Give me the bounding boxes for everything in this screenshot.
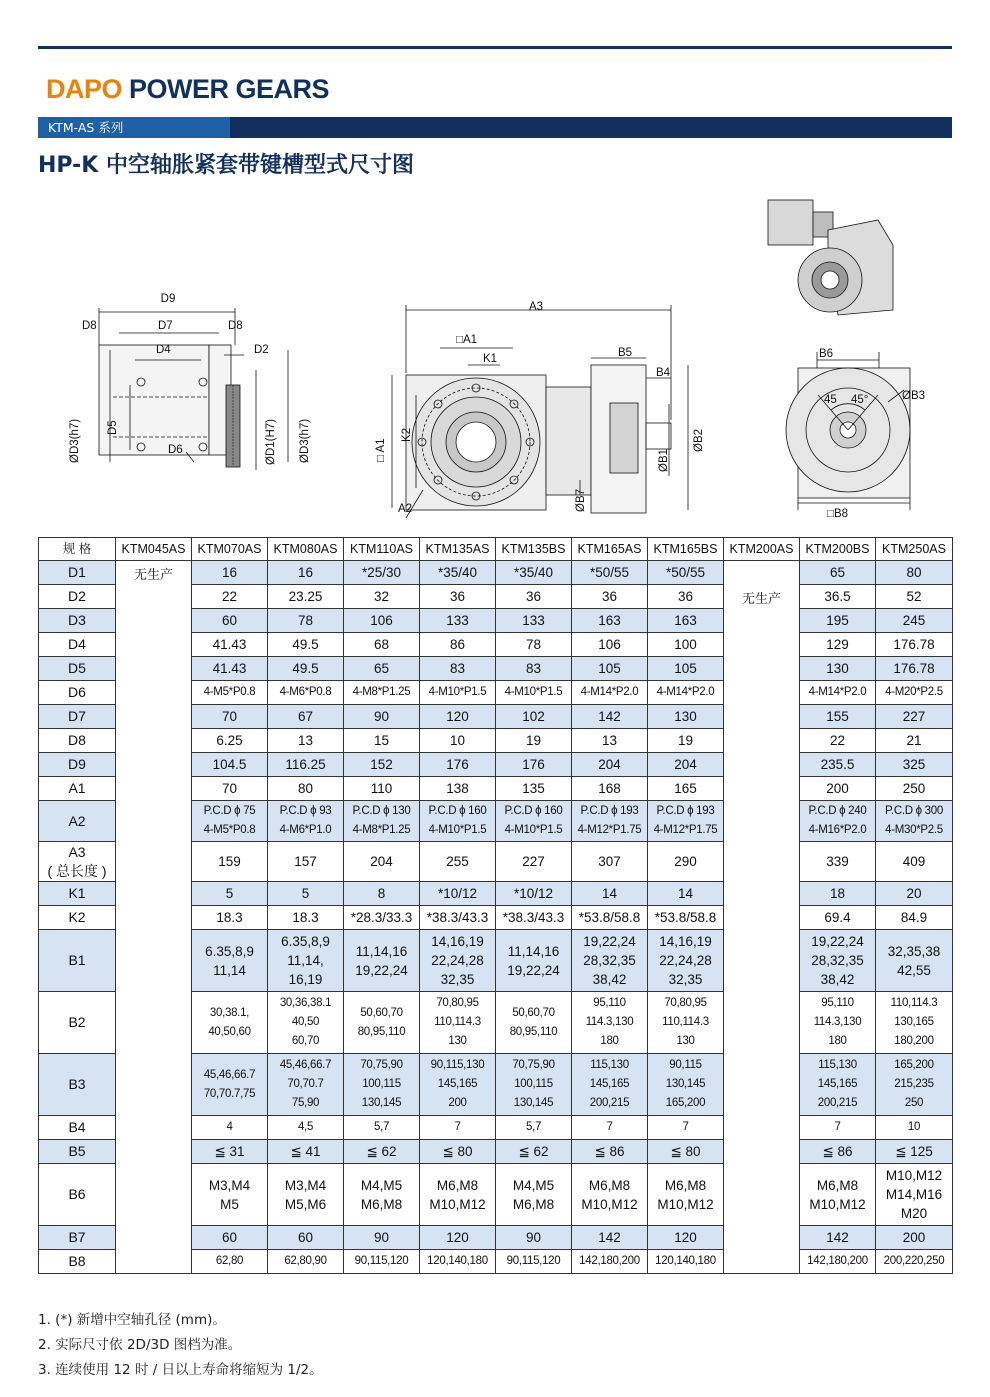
table-cell: 120,140,180 <box>648 1250 724 1274</box>
table-cell: 80 <box>268 777 344 801</box>
table-cell: 80 <box>876 561 953 585</box>
row-label: D5 <box>39 657 116 681</box>
table-cell: ≦ 31 <box>192 1140 268 1164</box>
table-cell: 138 <box>420 777 496 801</box>
table-cell: P.C.D ϕ 75 4-M5*P0.8 <box>192 801 268 842</box>
page-title: HP-K 中空轴胀紧套带键槽型式尺寸图 <box>38 153 414 178</box>
unavailable-cell: 无生产 <box>116 561 192 1274</box>
label-b5: B5 <box>618 347 633 359</box>
row-label: D6 <box>39 681 116 705</box>
table-cell: 105 <box>572 657 648 681</box>
table-cell: 36.5 <box>800 585 876 609</box>
table-cell: 176 <box>420 753 496 777</box>
table-cell: ≦ 86 <box>800 1140 876 1164</box>
table-cell: 50,60,70 80,95,110 <box>344 992 420 1054</box>
label-b1: ØB1 <box>658 448 670 472</box>
table-cell: *38.3/43.3 <box>496 906 572 930</box>
table-cell: 45,46,66.7 70,70.7,75 <box>192 1054 268 1116</box>
table-cell: ≦ 86 <box>572 1140 648 1164</box>
label-k2: K2 <box>401 427 413 442</box>
table-cell: 11,14,16 19,22,24 <box>496 930 572 992</box>
table-cell: 90 <box>496 1226 572 1250</box>
table-cell: 65 <box>344 657 420 681</box>
table-body <box>39 561 953 1274</box>
brand-logo: DAPO POWER GEARS <box>46 74 330 104</box>
row-label: K1 <box>39 882 116 906</box>
header-model: KTM165BS <box>648 538 724 561</box>
row-label: D3 <box>39 609 116 633</box>
table-cell: 133 <box>420 609 496 633</box>
table-cell: 90,115,120 <box>344 1250 420 1274</box>
table-cell: 159 <box>192 842 268 882</box>
row-label: B4 <box>39 1116 116 1140</box>
table-cell: 290 <box>648 842 724 882</box>
table-cell: 204 <box>572 753 648 777</box>
table-cell: 245 <box>876 609 953 633</box>
header-model: KTM200AS <box>724 538 800 561</box>
table-cell: 4-M14*P2.0 <box>648 681 724 705</box>
label-a1-top: □A1 <box>456 334 478 346</box>
table-cell: *28.3/33.3 <box>344 906 420 930</box>
label-d5: D5 <box>107 420 119 435</box>
table-cell: 102 <box>496 705 572 729</box>
table-header-row <box>39 538 953 561</box>
table-cell: 19,22,24 28,32,35 38,42 <box>800 930 876 992</box>
table-cell: 14 <box>572 882 648 906</box>
header-model: KTM250AS <box>876 538 953 561</box>
table-cell: 135 <box>496 777 572 801</box>
header-model: KTM135BS <box>496 538 572 561</box>
table-cell: 60 <box>192 609 268 633</box>
table-cell: 41.43 <box>192 657 268 681</box>
table-cell: 62,80,90 <box>268 1250 344 1274</box>
table-cell: *35/40 <box>420 561 496 585</box>
table-cell: 10 <box>876 1116 953 1140</box>
table-cell: 67 <box>268 705 344 729</box>
label-b8: □B8 <box>827 508 849 520</box>
table-cell: 129 <box>800 633 876 657</box>
table-cell: 70 <box>192 777 268 801</box>
table-cell: 227 <box>876 705 953 729</box>
table-cell: 7 <box>420 1116 496 1140</box>
table-cell: ≦ 62 <box>496 1140 572 1164</box>
table-cell: *10/12 <box>496 882 572 906</box>
table-cell: 90,115 130,145 165,200 <box>648 1054 724 1116</box>
table-cell: 4-M10*P1.5 <box>420 681 496 705</box>
table-cell: 50,60,70 80,95,110 <box>496 992 572 1054</box>
table-cell: 168 <box>572 777 648 801</box>
table-cell: 30,38.1, 40,50,60 <box>192 992 268 1054</box>
label-d2: D2 <box>254 344 269 356</box>
table-cell: 120 <box>648 1226 724 1250</box>
table-cell: M3,M4 M5 <box>192 1164 268 1226</box>
label-d8-left: D8 <box>82 320 97 332</box>
table-cell: 157 <box>268 842 344 882</box>
table-cell: 90 <box>344 1226 420 1250</box>
table-cell: 8 <box>344 882 420 906</box>
table-cell: 235.5 <box>800 753 876 777</box>
label-d3-left: ØD3(h7) <box>69 418 81 463</box>
table-cell: 68 <box>344 633 420 657</box>
table-cell: 78 <box>496 633 572 657</box>
row-label: D7 <box>39 705 116 729</box>
table-cell: 105 <box>648 657 724 681</box>
table-cell: 227 <box>496 842 572 882</box>
header-corner: 规 格 <box>39 538 116 561</box>
table-cell: 18 <box>800 882 876 906</box>
row-label: D1 <box>39 561 116 585</box>
table-cell: 200 <box>876 1226 953 1250</box>
table-cell: P.C.D ϕ 300 4-M30*P2.5 <box>876 801 953 842</box>
table-cell: 10 <box>420 729 496 753</box>
header-model: KTM080AS <box>268 538 344 561</box>
table-cell: M10,M12 M14,M16 M20 <box>876 1164 953 1226</box>
label-b2: ØB2 <box>693 428 705 452</box>
table-cell: 22 <box>192 585 268 609</box>
table-cell: 4-M10*P1.5 <box>496 681 572 705</box>
table-cell: 307 <box>572 842 648 882</box>
table-cell: 11,14,16 19,22,24 <box>344 930 420 992</box>
table-cell: M6,M8 M10,M12 <box>420 1164 496 1226</box>
table-cell: 36 <box>572 585 648 609</box>
dimension-drawings <box>38 190 952 520</box>
row-label: A3 ( 总长度 ) <box>39 842 116 882</box>
table-cell: 142 <box>572 705 648 729</box>
table-cell: 176.78 <box>876 657 953 681</box>
label-a1-side: □ A1 <box>375 438 387 462</box>
table-cell: 83 <box>420 657 496 681</box>
label-d9: D9 <box>160 293 176 305</box>
table-cell: 409 <box>876 842 953 882</box>
table-cell: 5,7 <box>344 1116 420 1140</box>
table-cell: 78 <box>268 609 344 633</box>
table-cell: M6,M8 M10,M12 <box>572 1164 648 1226</box>
series-bar <box>38 117 952 138</box>
label-b3: ØB3 <box>902 390 926 402</box>
table-cell: 200 <box>800 777 876 801</box>
table-cell: 14 <box>648 882 724 906</box>
row-label: B3 <box>39 1054 116 1116</box>
table-cell: 19 <box>496 729 572 753</box>
table-cell: *53.8/58.8 <box>572 906 648 930</box>
row-label: B6 <box>39 1164 116 1226</box>
table-cell: 255 <box>420 842 496 882</box>
label-angle-1: 45 <box>824 394 837 406</box>
notes <box>38 1308 323 1383</box>
row-label: A2 <box>39 801 116 842</box>
table-cell: 36 <box>420 585 496 609</box>
table-cell: 120 <box>420 1226 496 1250</box>
label-d8-right: D8 <box>228 320 243 332</box>
table-cell: ≦ 125 <box>876 1140 953 1164</box>
table-cell: *35/40 <box>496 561 572 585</box>
table-cell: 49.5 <box>268 633 344 657</box>
header-model: KTM110AS <box>344 538 420 561</box>
table-cell: 110,114.3 130,165 180,200 <box>876 992 953 1054</box>
table-cell: *25/30 <box>344 561 420 585</box>
series-label: KTM-AS 系列 <box>38 117 230 138</box>
table-row <box>39 561 953 585</box>
table-cell: *50/55 <box>648 561 724 585</box>
table-cell: 14,16,19 22,24,28 32,35 <box>420 930 496 992</box>
table-cell: 41.43 <box>192 633 268 657</box>
table-cell: 95,110 114.3,130 180 <box>800 992 876 1054</box>
table-cell: 60 <box>268 1226 344 1250</box>
table-cell: 106 <box>344 609 420 633</box>
table-cell: P.C.D ϕ 160 4-M10*P1.5 <box>420 801 496 842</box>
table-cell: 4-M20*P2.5 <box>876 681 953 705</box>
shaft-side-view <box>99 308 288 470</box>
label-a3: A3 <box>528 301 544 313</box>
table-cell: 4-M14*P2.0 <box>572 681 648 705</box>
header-model: KTM070AS <box>192 538 268 561</box>
table-cell: 142,180,200 <box>572 1250 648 1274</box>
table-cell: 19,22,24 28,32,35 38,42 <box>572 930 648 992</box>
table-cell: 69.4 <box>800 906 876 930</box>
table-cell: *53.8/58.8 <box>648 906 724 930</box>
header-model: KTM045AS <box>116 538 192 561</box>
header-model: KTM165AS <box>572 538 648 561</box>
note-item: 1. (*) 新增中空轴孔径 (mm)。 <box>38 1312 226 1328</box>
table-cell: 100 <box>648 633 724 657</box>
table-cell: 62,80 <box>192 1250 268 1274</box>
table-cell: 4 <box>192 1116 268 1140</box>
table-cell: 15 <box>344 729 420 753</box>
table-cell: 204 <box>648 753 724 777</box>
table-cell: 30,36,38.1 40,50 60,70 <box>268 992 344 1054</box>
note-item: 2. 实际尺寸依 2D/3D 图档为准。 <box>38 1337 242 1353</box>
table-cell: 6.35,8,9 11,14, 16,19 <box>268 930 344 992</box>
label-a2: A2 <box>398 503 413 515</box>
table-cell: 4-M8*P1.25 <box>344 681 420 705</box>
row-label: B1 <box>39 930 116 992</box>
table-cell: 90,115,130 145,165 200 <box>420 1054 496 1116</box>
product-3d-thumbnail <box>768 200 893 315</box>
label-b4: B4 <box>656 367 671 379</box>
header-model: KTM135AS <box>420 538 496 561</box>
table-cell: 20 <box>876 882 953 906</box>
table-cell: 152 <box>344 753 420 777</box>
table-cell: P.C.D ϕ 193 4-M12*P1.75 <box>572 801 648 842</box>
table-cell: 13 <box>268 729 344 753</box>
table-cell: 7 <box>648 1116 724 1140</box>
label-d6: D6 <box>168 444 183 456</box>
label-d3-right: ØD3(h7) <box>299 418 311 463</box>
table-cell: 18.3 <box>192 906 268 930</box>
table-cell: 250 <box>876 777 953 801</box>
table-cell: 110 <box>344 777 420 801</box>
flange-end-view <box>786 352 910 510</box>
table-cell: M6,M8 M10,M12 <box>648 1164 724 1226</box>
top-rule <box>38 46 952 49</box>
table-cell: 18.3 <box>268 906 344 930</box>
table-cell: 325 <box>876 753 953 777</box>
table-cell: P.C.D ϕ 240 4-M16*P2.0 <box>800 801 876 842</box>
table-cell: 104.5 <box>192 753 268 777</box>
table-cell: 115,130 145,165 200,215 <box>800 1054 876 1116</box>
label-d1: ØD1(H7) <box>265 418 277 465</box>
gearbox-front-view <box>392 305 688 518</box>
drawings-svg <box>38 190 952 520</box>
table-cell: 4-M14*P2.0 <box>800 681 876 705</box>
label-d7: D7 <box>158 320 173 332</box>
table-cell: 70 <box>192 705 268 729</box>
table-cell: 339 <box>800 842 876 882</box>
table-cell: 70,75,90 100,115 130,145 <box>344 1054 420 1116</box>
row-label: K2 <box>39 906 116 930</box>
table-cell: *50/55 <box>572 561 648 585</box>
table-cell: 163 <box>572 609 648 633</box>
table-cell: 5,7 <box>496 1116 572 1140</box>
table-cell: 120 <box>420 705 496 729</box>
table-cell: 142 <box>572 1226 648 1250</box>
table-cell: 36 <box>648 585 724 609</box>
label-b7: ØB7 <box>575 488 587 512</box>
table-cell: 6.35,8,9 11,14 <box>192 930 268 992</box>
row-label: D2 <box>39 585 116 609</box>
label-b6: B6 <box>819 348 834 360</box>
row-label: B5 <box>39 1140 116 1164</box>
table-cell: 6.25 <box>192 729 268 753</box>
table-cell: 7 <box>800 1116 876 1140</box>
table-cell: 115,130 145,165 200,215 <box>572 1054 648 1116</box>
table-cell: 83 <box>496 657 572 681</box>
table-cell: 32 <box>344 585 420 609</box>
table-cell: 5 <box>192 882 268 906</box>
table-cell: 4-M6*P0.8 <box>268 681 344 705</box>
table-cell: *38.3/43.3 <box>420 906 496 930</box>
table-cell: 16 <box>192 561 268 585</box>
table-cell: P.C.D ϕ 130 4-M8*P1.25 <box>344 801 420 842</box>
table-cell: 195 <box>800 609 876 633</box>
unavailable-cell: 无生产 <box>724 561 800 1274</box>
table-cell: 16 <box>268 561 344 585</box>
table-cell: 142 <box>800 1226 876 1250</box>
table-cell: 7 <box>572 1116 648 1140</box>
table-cell: 163 <box>648 609 724 633</box>
table-cell: 13 <box>572 729 648 753</box>
table-cell: M4,M5 M6,M8 <box>344 1164 420 1226</box>
table-cell: 45,46,66.7 70,70.7 75,90 <box>268 1054 344 1116</box>
table-cell: ≦ 41 <box>268 1140 344 1164</box>
spec-table <box>38 537 953 1274</box>
table-cell: 204 <box>344 842 420 882</box>
table-cell: 176.78 <box>876 633 953 657</box>
label-d4: D4 <box>156 344 171 356</box>
table-cell: M6,M8 M10,M12 <box>800 1164 876 1226</box>
table-cell: 4-M5*P0.8 <box>192 681 268 705</box>
table-cell: 84.9 <box>876 906 953 930</box>
table-cell: 142,180,200 <box>800 1250 876 1274</box>
table-cell: 165,200 215,235 250 <box>876 1054 953 1116</box>
table-cell: 52 <box>876 585 953 609</box>
table-cell: 49.5 <box>268 657 344 681</box>
table-cell: 95,110 114.3,130 180 <box>572 992 648 1054</box>
row-label: A1 <box>39 777 116 801</box>
table-cell: 5 <box>268 882 344 906</box>
table-cell: 14,16,19 22,24,28 32,35 <box>648 930 724 992</box>
row-label: B7 <box>39 1226 116 1250</box>
table-cell: 116.25 <box>268 753 344 777</box>
table-cell: 86 <box>420 633 496 657</box>
table-cell: P.C.D ϕ 193 4-M12*P1.75 <box>648 801 724 842</box>
table-cell: *10/12 <box>420 882 496 906</box>
table-cell: M3,M4 M5,M6 <box>268 1164 344 1226</box>
table-cell: 165 <box>648 777 724 801</box>
table-cell: ≦ 80 <box>420 1140 496 1164</box>
table-cell: P.C.D ϕ 93 4-M6*P1.0 <box>268 801 344 842</box>
table-cell: 21 <box>876 729 953 753</box>
table-cell: ≦ 80 <box>648 1140 724 1164</box>
table-cell: 36 <box>496 585 572 609</box>
table-cell: 65 <box>800 561 876 585</box>
table-cell: ≦ 62 <box>344 1140 420 1164</box>
table-cell: 90,115,120 <box>496 1250 572 1274</box>
row-label: D4 <box>39 633 116 657</box>
label-k1: K1 <box>483 353 498 365</box>
table-cell: 70,80,95 110,114.3 130 <box>648 992 724 1054</box>
table-cell: 200,220,250 <box>876 1250 953 1274</box>
table-cell: 130 <box>800 657 876 681</box>
table-cell: 70,75,90 100,115 130,145 <box>496 1054 572 1116</box>
table-cell: 176 <box>496 753 572 777</box>
table-cell: 32,35,38 42,55 <box>876 930 953 992</box>
table-cell: 4,5 <box>268 1116 344 1140</box>
table-cell: 22 <box>800 729 876 753</box>
table-cell: 23.25 <box>268 585 344 609</box>
table-cell: 106 <box>572 633 648 657</box>
table-cell: M4,M5 M6,M8 <box>496 1164 572 1226</box>
table-cell: 60 <box>192 1226 268 1250</box>
table-cell: 90 <box>344 705 420 729</box>
row-label: B8 <box>39 1250 116 1274</box>
row-label: D9 <box>39 753 116 777</box>
row-label: D8 <box>39 729 116 753</box>
table-cell: P.C.D ϕ 160 4-M10*P1.5 <box>496 801 572 842</box>
row-label: B2 <box>39 992 116 1054</box>
table-cell: 19 <box>648 729 724 753</box>
label-angle-2: 45° <box>851 394 869 406</box>
table-cell: 155 <box>800 705 876 729</box>
table-cell: 133 <box>496 609 572 633</box>
table-cell: 70,80,95 110,114.3 130 <box>420 992 496 1054</box>
note-item: 3. 连续使用 12 时 / 日以上寿命将缩短为 1/2。 <box>38 1362 323 1378</box>
table-cell: 130 <box>648 705 724 729</box>
header-model: KTM200BS <box>800 538 876 561</box>
table-cell: 120,140,180 <box>420 1250 496 1274</box>
